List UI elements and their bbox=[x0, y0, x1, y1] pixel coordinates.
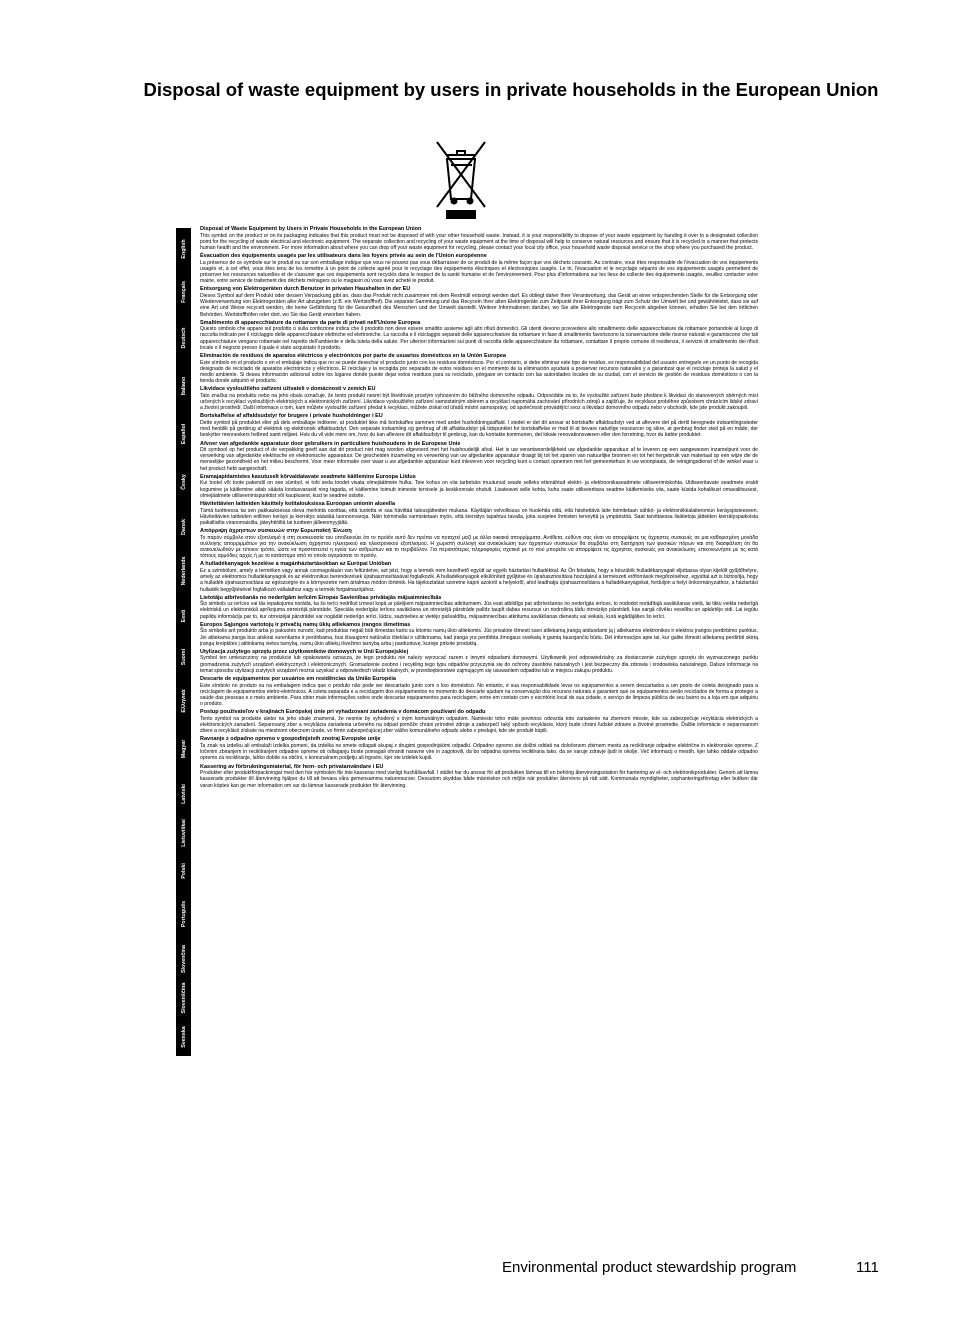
page-number: 111 bbox=[856, 1259, 879, 1276]
notice-heading: Europos Sąjungos vartotojų ir privačių namų ūkių atliekamos įrangos išmetimas bbox=[200, 621, 411, 628]
notice-heading: Afvoer van afgedankte apparatuur door gebruikers in particuliere huishoudens in de Europese Unie bbox=[200, 440, 461, 447]
notice-heading: Entsorgung von Elektrogeräten durch Benutzer in privaten Haushalten in der EU bbox=[200, 286, 411, 293]
lang-tab: Suomi bbox=[180, 648, 187, 665]
lang-tab: Slovenščina bbox=[180, 982, 187, 1014]
lang-tab: Português bbox=[180, 900, 187, 928]
notice-section bbox=[200, 474, 758, 499]
lang-tab: Česky bbox=[180, 474, 187, 490]
notice-body: Dit symbool op het product of de verpakking geeft aan dat dit product niet mag worden afgevoerd met het huishoudelijk afval. Het is uw verantwoordelijkheid uw afgedankte apparatuur af te leveren op een aangewezen inzamelpunt voor de verwerking van afgedankte elektrische en elektronische apparatuur. De gescheiden inzameling en verwerking van uw afgedankte apparatuur draagt bij tot het sparen van natuurlijke bronnen en tot het hergebruik van materiaal op een wijze die de menselijke gezondheid en het milieu beschermt. Voor meer informatie over waar u uw afgedankte apparatuur kunt inleveren voor recycling kunt u contact opnemen met het gemeentehuis in uw woonplaats, de reinigingsdienst of de winkel waar u het product hebt aangeschaft. bbox=[200, 447, 758, 472]
notice-heading: Évacuation des équipements usagés par les utilisateurs dans les foyers privés au sein de l'Union européenne bbox=[200, 253, 487, 260]
notice-body: Ta znak na izdelku ali embalaži izdelka pomeni, da izdelka ne smete odlagati skupaj z drugimi gospodinjskimi odpadki. Odpadno opremo ste dolžni oddati na določenem zbirnem mestu za recikliranje odpadne električne in elektronske opreme. Z ločenim zbiranjem in recikliranjem odpadne opreme ob odlaganju boste pomagali ohraniti naravne vire in zagotovili, da bo odpadna oprema reciklirana tako, da se varuje zdravje ljudi in okolje. Več informacij o mestih, kjer lahko oddate odpadno opremo za recikliranje, lahko dobite na občini, v komunalnem podjetju ali trgovini, kjer ste izdelek kupili. bbox=[200, 742, 758, 762]
lang-tab: Español bbox=[180, 423, 187, 445]
notice-heading: A hulladékanyagok kezelése a magánháztartásokban az Európai Unióban bbox=[200, 561, 392, 568]
lang-tab: Latviski bbox=[180, 783, 187, 804]
notice-heading: Bortskaffelse af affaldsudstyr for brugere i private husholdninger i EU bbox=[200, 413, 383, 420]
notice-section bbox=[200, 736, 758, 761]
notice-body: Produkter eller produktförpackningar med den här symbolen får inte kasseras med vanligt hushållsavfall. I stället har du ansvar för att produkten lämnas till en behörig återvinningsstation för hantering av el- och elektronikprodukter. Genom att lämna kasserade produkter till återvinning hjälper du till att bevara våra gemensamma naturresurser. Dessutom skyddas både människor och miljön när produkter återvinns på rätt sätt. Kommunala myndigheter, sophanteringsföretag eller butiken där varan köptes kan ge mer information om var du lämnar kasserade produkter för återvinning. bbox=[200, 770, 758, 789]
notice-body: Dieses Symbol auf dem Produkt oder dessen Verpackung gibt an, dass das Produkt nicht zusammen mit dem Restmüll entsorgt werden darf. Es obliegt daher Ihrer Verantwortung, das Gerät an einer entsprechenden Stelle für die Entsorgung oder Wiederverwertung von Elektrogeräten aller Art abzugeben (z.B. ein Wertstoffhof). Die separate Sammlung und das Recyceln Ihrer alten Elektrogeräte zum Zeitpunkt ihrer Entsorgung trägt zum Schutz der Umwelt bei und gewährleistet, dass sie auf eine Art und Weise recycelt werden, die keine Gefährdung für die Gesundheit des Menschen und der Umwelt darstellt. Weitere Informationen darüber, wo Sie alte Elektrogeräte zum Recyceln abgeben können, erhalten Sie bei den örtlichen Behörden, Wertstoffhöfen oder dort, wo Sie das Gerät erworben haben. bbox=[200, 292, 758, 318]
notice-body: Šis simbols uz ierīces vai tās iepakojuma norāda, ka šo ierīci nedrīkst izmest kopā ar pārējiem mājsaimniecības atkritumiem. Jūs esat atbildīgs par atbrīvošanos no nederīgās ierīces, to nododot norādītajā savākšanas vietā, lai tiktu veikta nederīgā elektriskā un elektroniskā aprīkojuma otrreizējā pārstrāde. Speciāla nederīgās ierīces savākšana un otrreizējā pārstrāde palīdz taupīt dabas resursus un nodrošina tādu otrreizējo pārstrādi, kas sargā cilvēku veselību un apkārtējo vidi. Lai iegūtu papildu informāciju par to, kur otrreizējai pārstrādei var nogādāt nederīgo ierīci, lūdzu, sazinieties ar vietējo pašvaldību, mājsaimniecības atkritumu savākšanas dienestu vai veikalu, kurā iegādājāties šo ierīci. bbox=[200, 601, 758, 620]
notice-body: Ez a szimbólum, amely a terméken vagy annak csomagolásán van feltüntetve, azt jelzi, hogy a termék nem kezelhető együtt az egyéb háztartási hulladékkal. Az Ön feladata, hogy a készülék hulladékanyagait eljuttassa olyan kijelölt gyűjtőhelyre, amely az elektromos hulladékanyagok és az elektronikus berendezések újrahasznosításával foglalkozik. A hulladékanyagok elkülönített gyűjtése és újrahasznosítása hozzájárul a természeti erőforrások megőrzéséhez, egyúttal azt is biztosítja, hogy a hulladék újrahasznosítása az egészségre és a környezetre nem ártalmas módon történik. Ha tájékoztatást szeretne kapni azokról a helyekről, ahol leadhatja újrahasznosításra a hulladékanyagokat, forduljon a helyi önkormányzathoz, a háztartási hulladék begyűjtésével foglalkozó vállalathoz vagy a termék forgalmazójához. bbox=[200, 567, 758, 593]
notice-section bbox=[200, 286, 758, 317]
notice-heading: Descarte de equipamentos por usuários em residências da União Européia bbox=[200, 676, 396, 683]
notice-body: Dette symbol på produktet eller på dets emballage indikerer, at produktet ikke må bortskaffes sammen med andet husholdningsaffald. I stedet er det dit ansvar at bortskaffe affaldsudstyr ved at aflevere det på dertil beregnede indsamlingssteder med henblik på genbrug af elektrisk og elektronisk affaldsudstyr. Den separate indsamling og genbrug af dit affaldsudstyr på tidspunktet for bortskaffelse er med til at bevare naturlige ressourcer og sikre, at genbrug finder sted på en måde, der beskytter menneskers helbred samt miljøet. Hvis du vil vide mere om, hvor du kan aflevere dit affaldsudstyr til genbrug, kan du kontakte kommunen, det lokale renovationsvæsen eller den forretning, hvor du købte produktet. bbox=[200, 419, 758, 439]
notice-body: Το παρόν σύμβολο στον εξοπλισμό ή στη συσκευασία του υποδεικνύει ότι το προϊόν αυτό δεν πρέπει να πεταχτεί μαζί με άλλα οικιακά απορρίμματα. Αντίθετα, ευθύνη σας είναι να απορρίψετε τις άχρηστες συσκευές σε μια καθορισμένη μονάδα συλλογής απορριμμάτων για την ανακύκλωση άχρηστου ηλεκτρικού και ηλεκτρονικού εξοπλισμού. Η χωριστή συλλογή και ανακύκλωση των άχρηστων συσκευών θα συμβάλει στη διατήρηση των φυσικών πόρων και στη διασφάλιση ότι θα ανακυκλωθούν με τέτοιον τρόπο, ώστε να προστατευτεί η υγεία των ανθρώπων και το περιβάλλον. Για περισσότερες πληροφορίες σχετικά με το πού μπορείτε να απορρίψετε τις άχρηστες συσκευές για ανακύκλωση, επικοινωνήστε με τις κατά τόπους αρμόδιες αρχές ή με το κατάστημα από το οποίο αγοράσατε το προϊόν. bbox=[200, 534, 758, 560]
notice-section bbox=[200, 709, 758, 734]
notice-section bbox=[200, 413, 758, 438]
notice-section bbox=[200, 226, 758, 251]
notice-body: Este símbolo no produto ou na embalagem indica que o produto não pode ser descartado junto com o lixo doméstico. No entanto, é sua responsabilidade levar os equipamentos a serem descartados a um ponto de coleta designado para a reciclagem de equipamentos eletro-eletrônicos. A coleta separada e a reciclagem dos equipamentos no momento do descarte ajudam na conservação dos recursos naturais e garantem que os equipamentos serão reciclados de forma a proteger a saúde das pessoas e o meio ambiente. Para obter mais informações sobre onde descartar equipamentos para reciclagem, entre em contato com o escritório local de sua cidade, o serviço de limpeza pública de seu bairro ou a loja em que adquiriu o produto. bbox=[200, 682, 758, 708]
notice-heading: Utylizacja zużytego sprzętu przez użytkowników domowych w Unii Europejskiej bbox=[200, 648, 409, 655]
lang-tab: Slovenčina bbox=[180, 944, 187, 973]
lang-tab: Magyar bbox=[180, 739, 187, 759]
lang-tab: Dansk bbox=[180, 518, 187, 535]
notice-heading: Postup používateľov v krajinách Európskej únie pri vyhadzovaní zariadenia v domácom používaní do odpadu bbox=[200, 709, 486, 716]
notice-body: La présence de ce symbole sur le produit ou sur son emballage indique que vous ne pouvez pas vous débarrasser de ce produit de la même façon que vos déchets courants. Au contraire, vous êtes responsable de l'évacuation de vos équipements usagés et, à cet effet, vous êtes tenu de les remettre à un point de collecte agréé pour le recyclage des équipements électriques et électroniques usagés. Le tri, l'évacuation et le recyclage séparés de vos équipements usagés permettent de préserver les ressources naturelles et de s'assurer que ces équipements sont recyclés dans le respect de la santé humaine et de l'environnement. Pour plus d'informations sur les lieux de collecte des équipements usagés, veuillez contacter votre mairie, votre service de traitement des déchets ménagers ou le magasin où vous avez acheté le produit. bbox=[200, 259, 758, 285]
page-title: Disposal of waste equipment by users in private households in the European Union bbox=[143, 79, 879, 100]
language-sidebar bbox=[176, 228, 191, 1056]
notice-section bbox=[200, 561, 758, 592]
notice-body: Šis simbolis ant produkto arba jo pakuotės nurodo, kad produktas negali būti išmestas kartu su kitomis namų ūkio atliekomis. Jūs privalote išmesti savo atliekamą įrangą atiduodami ją į atliekamos elektronikos ir elektros įrangos perdirbimo punktus. Jei atliekama įranga bus atskirai surenkama ir perdirbama, bus išsaugomi natūralūs ištekliai ir užtikrinama, kad įranga yra perdirbta žmogaus sveikatą ir gamtą tausojančiu būdu. Dėl informacijos apie tai, kur galite išmesti atliekamą perdirbti skirtą įrangą kreipkitės į atitinkamą vietos tarnybą, namų ūkio atliekų išvežimo tarnybą arba į parduotuvę, kurioje pirkote produktą. bbox=[200, 628, 758, 647]
lang-tab: English bbox=[180, 238, 187, 259]
notice-body: This symbol on the product or on its packaging indicates that this product must not be disposed of with your other household waste. Instead, it is your responsibility to dispose of your waste equipment by handing it over to a designated collection point for the recycling of waste electrical and electronic equipment. The separate collection and recycling of your waste equipment at the time of disposal will help to conserve natural resources and ensure that it is recycled in a manner that protects human health and the environment. For more information about where you can drop off your waste equipment for recycling, please contact your local city office, your household waste disposal service or the shop where you purchased the product. bbox=[200, 232, 758, 251]
notice-body: Tento symbol na produkte alebo na jeho obale znamená, že nesmie by vyhodený s iným komunálnym odpadom. Namiesto toho máte povinnos odovzda toto zariadenie na zbernom mieste, kde sa zabezpečuje recyklácia elektrických a elektronických zariadení. Separovaný zber a recyklácia zariadenia určeného na odpad pomôže chráni prírodné zdroje a zabezpečí taký spôsob recyklácie, ktorý bude chráni ľudské zdravie a životné prostredie. Ďalšie informácie o separovanom zbere a recyklácii získate na miestnom obecnom úrade, vo firme zabezpečujúcej zber vášho komunálneho odpadu alebo v predajni, kde ste produkt kúpili. bbox=[200, 715, 758, 735]
notice-heading: Eliminación de residuos de aparatos eléctricos y electrónicos por parte de usuarios domésticos en la Unión Europea bbox=[200, 353, 506, 360]
notice-body: Kui tootel või toote pakendil on see sümbol, ei tohi seda toodet visata olmejäätmete hulka. Teie kohus on viia tarbetuks muutunud seade selleks ettenähtud elektri- ja elektroonikaseadmete utiliseerimiskohta. Utiliseeritavate seadmete eraldi kogumine ja käitlemine aitab säästa loodusvarasid ning tagada, et käitlemine toimub inimeste tervisele ja keskkonnale ohutult. Lisateavet selle kohta, kuhu saate utiliseeritava seadme käitlemiseks viia, saate küsida kohalikust omavalitsusest, olmejäätmete utiliseerimispunktist või kauplusest, kust te seadme ostsite. bbox=[200, 480, 758, 499]
notice-heading: Lietotāju atbrīvošanās no nederīgām ierīcēm Eiropas Savienības privātajās mājsaimniecībās bbox=[200, 594, 442, 601]
notice-section bbox=[200, 501, 758, 526]
lang-tab: Eesti bbox=[180, 609, 187, 622]
notice-section bbox=[200, 386, 758, 411]
notice-body: Questo simbolo che appare sul prodotto o sulla confezione indica che il prodotto non deve essere smaltito assieme agli altri rifiuti domestici. Gli utenti devono provvedere allo smaltimento delle apparecchiature da rottamare portandole al luogo di raccolta indicato per il riciclaggio delle apparecchiature elettriche ed elettroniche. La raccolta e il riciclaggio separati delle apparecchiature da rottamare in fase di smaltimento favoriscono la conservazione delle risorse naturali e garantiscono che tali apparecchiature vengano rottamate nel rispetto dell'ambiente e della tutela della salute. Per ulteriori informazioni sui punti di raccolta delle apparecchiature da rottamare, contattare il proprio comune di residenza, il servizio di smaltimento dei rifiuti locale o il negozio presso il quale è stato acquistato il prodotto. bbox=[200, 326, 758, 351]
lang-tab: Français bbox=[180, 280, 187, 303]
lang-tab: Italiano bbox=[180, 376, 187, 396]
notice-section bbox=[200, 649, 758, 674]
notice-heading: Eramajapidamistes kasutuselt kõrvaldatavate seadmete käitlemine Euroopa Liidus bbox=[200, 473, 416, 480]
notice-heading: Hävitettävien laitteiden käsittely kotitalouksissa Euroopan unionin alueella bbox=[200, 501, 395, 507]
lang-tab: Nederlands bbox=[180, 556, 187, 586]
notice-section bbox=[200, 353, 758, 384]
notice-section bbox=[200, 676, 758, 707]
notice-heading: Disposal of Waste Equipment by Users in Private Households in the European Union bbox=[200, 226, 422, 232]
notice-section bbox=[200, 764, 758, 789]
lang-tab: Deutsch bbox=[180, 327, 187, 349]
notice-body: Este símbolo en el producto o en el embalaje indica que no se puede desechar el producto junto con los residuos domésticos. Por el contrario, si debe eliminar este tipo de residuo, es responsabilidad del usuario entregarlo en un punto de recogida designado de reciclado de aparatos electrónicos y eléctricos. El reciclaje y la recogida por separado de estos residuos en el momento de la eliminación ayudará a preservar recursos naturales y a garantizar que el reciclaje proteja la salud y el medio ambiente. Si desea información adicional sobre los lugares donde puede dejar estos residuos para su reciclado, póngase en contacto con las autoridades locales de su ciudad, con el servicio de gestión de residuos domésticos o con la tienda donde adquirió el producto. bbox=[200, 359, 758, 385]
lang-tab: Lietuviškai bbox=[180, 819, 187, 847]
lang-tab: Svenska bbox=[180, 1025, 187, 1048]
notice-section bbox=[200, 595, 758, 620]
crossed-out-wheelie-bin-icon bbox=[432, 137, 490, 221]
disposal-notices bbox=[200, 226, 758, 791]
lang-tab: Polski bbox=[180, 863, 187, 879]
notice-body: Tato značka na produktu nebo na jeho obalu označuje, že tento produkt nesmí být likvidován prostým vyhozením do běžného domovního odpadu. Odpovídáte za to, že vysloužilé zařízení bude předáno k likvidaci do stanovených sběrných míst určených k recyklaci vysloužilých elektrických a elektronických zařízení. Likvidace vysloužilého zařízení samostatným sběrem a recyklací napomáhá zachování přírodních zdrojů a zajišťuje, že recyklace proběhne způsobem chránícím lidské zdraví a životní prostředí. Další informace o tom, kam můžete vysloužilé zařízení předat k recyklaci, můžete získat od úřadů místní samosprávy, od společnosti provádějící svoz a likvidaci domovního odpadu nebo v obchodě, kde jste produkt zakoupili. bbox=[200, 392, 758, 412]
notice-body: Tämä tuotteessa tai sen pakkauksessa oleva merkintä osoittaa, että tuotetta ei saa hävittää talousjätteiden mukana. Käyttäjän velvollisuus on huolehtia siitä, että hävitettävä laite toimitetaan sähkö- ja elektroniikkalaiteromun keräyspisteeseen. Hävitettävien laitteiden erillinen keräys ja kierrätys säästää luonnonvaroja. Näin toimimalla varmistetaan myös, että kierrätys tapahtuu tavalla, joka suojelee ihmisten terveyttä ja ympäristöä. Saat tarvittaessa lisätietoja jätteiden kierrätyspaikoista paikallisilta viranomaisilta, jäteyhtiöiltä tai tuotteen jälleenmyyjältä. bbox=[200, 507, 758, 526]
notice-section bbox=[200, 528, 758, 559]
notice-section bbox=[200, 253, 758, 284]
notice-heading: Likvidace vysloužilého zařízení uživateli v domácnosti v zemích EU bbox=[200, 386, 376, 393]
notice-heading: Kassering av förbrukningsmaterial, för hem- och privatanvändare i EU bbox=[200, 763, 384, 770]
lang-tab: Ελληνικά bbox=[180, 689, 187, 713]
notice-heading: Ravnanje z odpadno opremo v gospodinjstvih znotraj Evropske unije bbox=[200, 736, 381, 743]
footer-section-title: Environmental product stewardship program bbox=[502, 1259, 797, 1276]
notice-section bbox=[200, 320, 758, 351]
notice-heading: Smaltimento di apparecchiature da rottamare da parte di privati nell'Unione Europea bbox=[200, 319, 421, 326]
notice-heading: Απόρριψη άχρηστων συσκευών στην Ευρωπαϊκή Ένωση bbox=[200, 528, 352, 535]
notice-body: Symbol ten umieszczony na produkcie lub opakowaniu oznacza, że tego produktu nie należy wyrzucać razem z innymi odpadami domowymi. Użytkownik jest odpowiedzialny za dostarczenie zużytego sprzętu do wyznaczonego punktu gromadzenia zużytych urządzeń elektrycznych i elektronicznych. Gromadzenie osobno i recykling tego typu odpadów przyczynia się do ochrony zasobów naturalnych i jest bezpieczny dla zdrowia i środowiska naturalnego. Dalsze informacje na temat sposobu utylizacji zużytych urządzeń można uzyskać u odpowiednich władz lokalnych, w przedsiębiorstwie zajmującym się usuwaniem odpadów lub w miejscu zakupu produktu. bbox=[200, 655, 758, 674]
notice-section bbox=[200, 441, 758, 472]
notice-section bbox=[200, 622, 758, 647]
